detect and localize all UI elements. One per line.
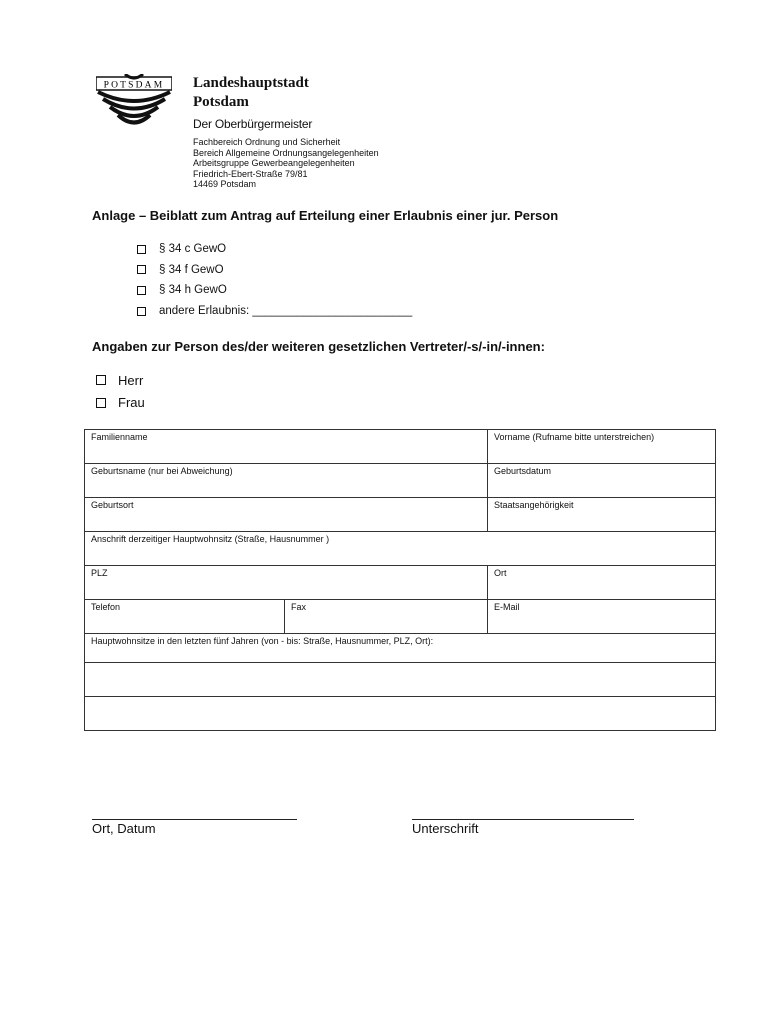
field-hauptwohnsitze-row[interactable]: [85, 663, 716, 697]
permit-label: § 34 h GewO: [159, 284, 227, 297]
field-plz[interactable]: PLZ: [85, 566, 488, 600]
permit-label: § 34 f GewO: [159, 263, 224, 276]
permit-option[interactable]: [137, 280, 412, 301]
address-block: [193, 137, 379, 190]
checkbox[interactable]: [137, 286, 146, 295]
org-title-line1: Landeshauptstadt: [193, 75, 309, 91]
permit-label: § 34 c GewO: [159, 243, 227, 256]
salutation-herr[interactable]: [96, 369, 145, 392]
field-hauptwohnsitze[interactable]: Hauptwohnsitze in den letzten fünf Jahren (von - bis: Straße, Hausnummer, PLZ, Ort):: [85, 634, 716, 663]
permit-options: [137, 239, 412, 321]
permit-option[interactable]: [137, 301, 412, 322]
permit-option[interactable]: [137, 239, 412, 260]
salutation-options: [96, 369, 145, 414]
address-line: 14469 Potsdam: [193, 179, 257, 190]
field-hauptwohnsitze-row[interactable]: [85, 697, 716, 731]
potsdam-logo: [96, 74, 172, 132]
salutation-frau[interactable]: [96, 392, 145, 415]
field-fax[interactable]: Fax: [285, 600, 488, 634]
address-line: Fachbereich Ordnung und Sicherheit: [193, 137, 341, 147]
place-date-line[interactable]: [92, 806, 297, 820]
field-telefon[interactable]: Telefon: [85, 600, 285, 634]
checkbox[interactable]: [96, 375, 106, 385]
field-ort[interactable]: Ort: [488, 566, 716, 600]
heading-person: Angaben zur Person des/der weiteren gesetzlichen Vertreter/-s/-in/-innen:: [92, 339, 545, 354]
field-geburtsort[interactable]: Geburtsort: [85, 498, 488, 532]
field-email[interactable]: E-Mail: [488, 600, 716, 634]
checkbox[interactable]: [137, 265, 146, 274]
field-anschrift[interactable]: Anschrift derzeitiger Hauptwohnsitz (Straße, Hausnummer ): [85, 532, 716, 566]
place-date-label: Ort, Datum: [92, 821, 156, 836]
svg-text:POTSDAM: POTSDAM: [103, 80, 165, 91]
heading-anlage: Anlage – Beiblatt zum Antrag auf Erteilung einer Erlaubnis einer jur. Person: [92, 208, 559, 223]
permit-label: andere Erlaubnis: _________________________: [159, 305, 413, 318]
field-vorname[interactable]: Vorname (Rufname bitte unterstreichen): [488, 430, 716, 464]
field-familienname[interactable]: Familienname: [85, 430, 488, 464]
field-geburtsdatum[interactable]: Geburtsdatum: [488, 464, 716, 498]
salutation-label: Frau: [118, 395, 145, 411]
mayor-line: Der Oberbürgermeister: [193, 117, 313, 131]
signature-line[interactable]: [412, 806, 634, 820]
field-geburtsname[interactable]: Geburtsname (nur bei Abweichung): [85, 464, 488, 498]
address-line: Bereich Allgemeine Ordnungsangelegenheiten: [193, 147, 379, 158]
signature-signature: [412, 806, 634, 836]
field-staatsangehoerigkeit[interactable]: Staatsangehörigkeit: [488, 498, 716, 532]
checkbox[interactable]: [137, 245, 146, 254]
checkbox[interactable]: [96, 398, 106, 408]
permit-option[interactable]: [137, 260, 412, 281]
person-form-table: [84, 429, 716, 731]
org-title: [193, 74, 309, 112]
org-title-line2: Potsdam: [193, 94, 249, 110]
address-line: Arbeitsgruppe Gewerbeangelegenheiten: [193, 158, 355, 169]
checkbox[interactable]: [137, 307, 146, 316]
signature-label: Unterschrift: [412, 821, 479, 836]
address-line: Friedrich-Ebert-Straße 79/81: [193, 168, 308, 179]
signature-place-date: [92, 806, 297, 836]
salutation-label: Herr: [118, 372, 144, 388]
